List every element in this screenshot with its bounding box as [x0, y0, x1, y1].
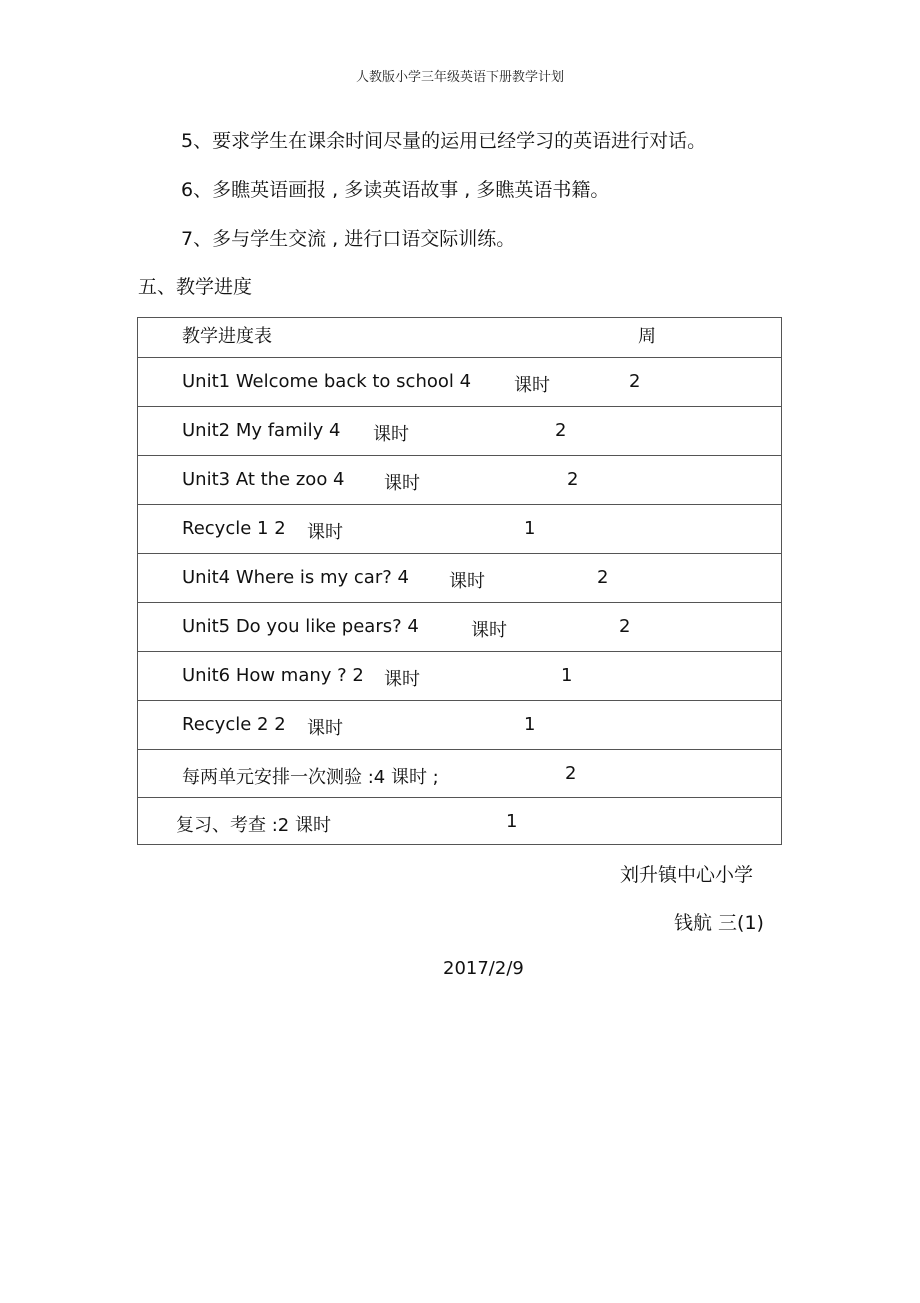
weeks-cell: 1: [561, 665, 573, 686]
table-header-title: 教学进度表: [182, 326, 272, 347]
table-row: [138, 603, 781, 652]
table-header-row: [138, 318, 781, 358]
unit-cell: Unit1 Welcome back to school 4: [182, 371, 472, 392]
table-row: [138, 554, 781, 603]
teacher-class: 钱航 三(1): [674, 912, 764, 934]
table-row: [138, 652, 781, 701]
hours-cell: 课时: [384, 473, 420, 494]
hours-cell: 课时: [449, 571, 485, 592]
hours-cell: 课时: [373, 424, 409, 445]
table-header-week: 周: [638, 326, 656, 347]
schedule-table: [137, 317, 782, 845]
document-date: 2017/2/9: [443, 958, 524, 979]
weeks-cell: 1: [524, 714, 536, 735]
table-row: [138, 750, 781, 798]
unit-cell: Recycle 1 2: [182, 518, 286, 539]
hours-cell: 课时: [307, 718, 343, 739]
weeks-cell: 2: [629, 371, 641, 392]
table-row: [138, 701, 781, 750]
unit-cell: Unit6 How many ? 2: [182, 665, 364, 686]
unit-cell: Unit4 Where is my car? 4: [182, 567, 409, 588]
weeks-cell: 2: [565, 763, 577, 784]
paragraph-7: 7、多与学生交流 , 进行口语交际训练。: [181, 228, 516, 250]
weeks-cell: 2: [567, 469, 579, 490]
hours-cell: 课时: [514, 375, 550, 396]
hours-cell: 课时: [384, 669, 420, 690]
document-header: 人教版小学三年级英语下册教学计划: [355, 70, 564, 85]
weeks-cell: 2: [597, 567, 609, 588]
unit-cell: Recycle 2 2: [182, 714, 286, 735]
paragraph-5: 5、要求学生在课余时间尽量的运用已经学习的英语进行对话。: [181, 130, 707, 152]
section-title: 五、教学进度: [138, 276, 253, 298]
table-row: [138, 456, 781, 505]
hours-cell: 课时: [307, 522, 343, 543]
unit-cell: 复习、考查 :2 课时: [176, 815, 331, 836]
weeks-cell: 2: [555, 420, 567, 441]
table-row: [138, 407, 781, 456]
table-row: [138, 798, 781, 844]
unit-cell: Unit2 My family 4: [182, 420, 341, 441]
table-row: [138, 505, 781, 554]
weeks-cell: 2: [619, 616, 631, 637]
unit-cell: 每两单元安排一次测验 :4 课时 ;: [182, 767, 439, 788]
weeks-cell: 1: [524, 518, 536, 539]
unit-cell: Unit3 At the zoo 4: [182, 469, 345, 490]
school-name: 刘升镇中心小学: [620, 864, 754, 886]
paragraph-6: 6、多瞧英语画报 , 多读英语故事 , 多瞧英语书籍。: [181, 179, 610, 201]
weeks-cell: 1: [506, 811, 518, 832]
hours-cell: 课时: [471, 620, 507, 641]
table-row: [138, 358, 781, 407]
unit-cell: Unit5 Do you like pears? 4: [182, 616, 419, 637]
